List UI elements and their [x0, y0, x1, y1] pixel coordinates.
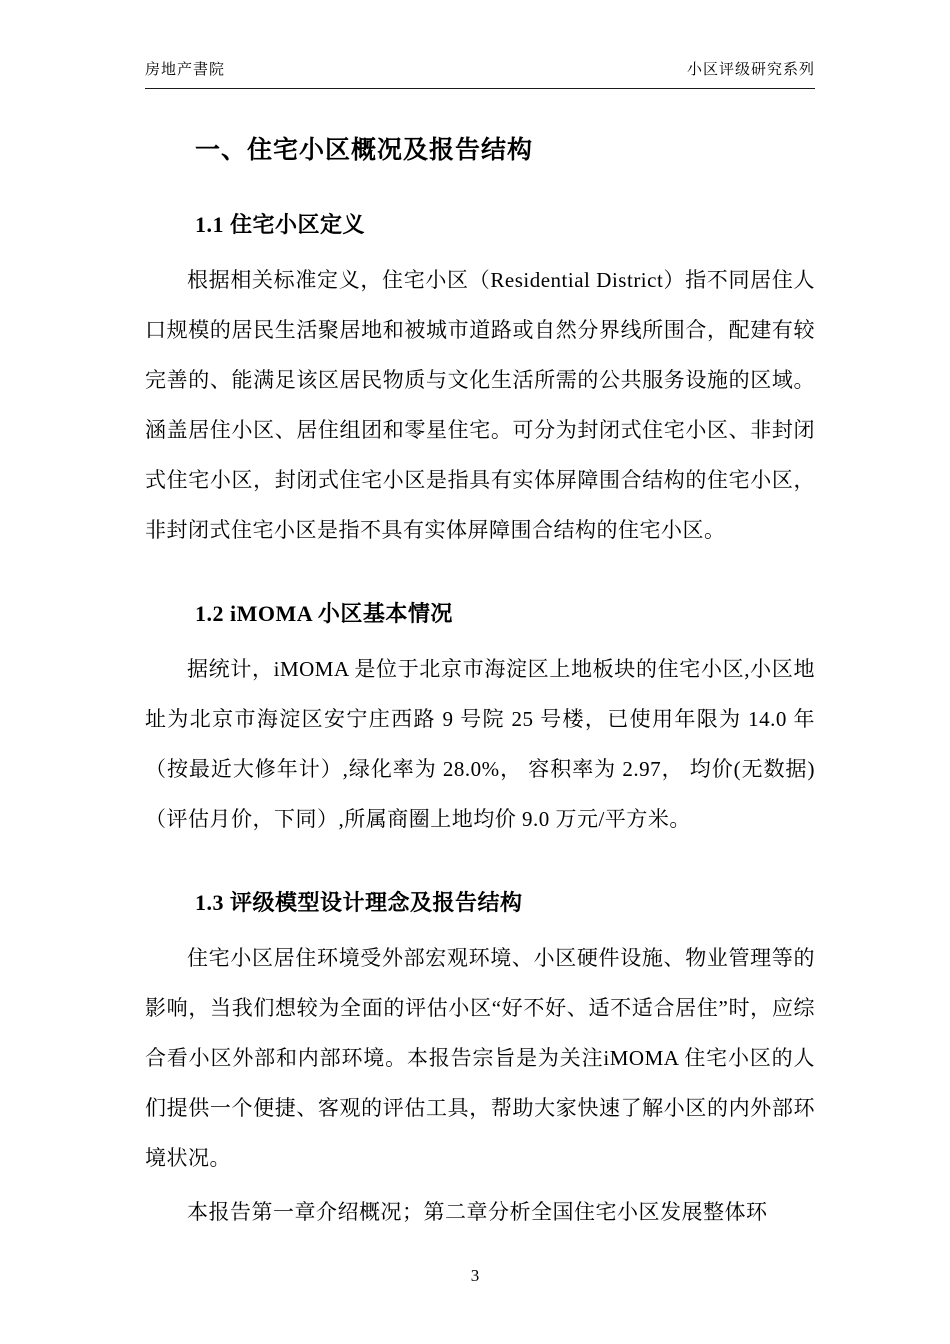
section-heading-1-3: 1.3 评级模型设计理念及报告结构: [195, 890, 523, 915]
header-left-text: 房地产書院: [145, 62, 226, 78]
page-header: [145, 58, 815, 89]
paragraph-1-3-b: 本报告第一章介绍概况；第二章分析全国住宅小区发展整体环: [187, 1200, 768, 1224]
page-number: 3: [470, 1266, 480, 1285]
paragraph-1-2: 据统计，iMOMA 是位于北京市海淀区上地板块的住宅小区,小区地址为北京市海淀区安宁庄西路 9 号院 25 号楼，已使用年限为 14.0 年（按最近大修年计）,绿化率为 28.0%， 容积率为 2.97， 均价(无数据)（评估月价，下同）,所属商圈上地均价 9.0 万元/平方米。: [145, 657, 815, 831]
document-body: [145, 92, 815, 1237]
chapter-title: 一、住宅小区概况及报告结构: [195, 137, 534, 164]
paragraph-1-1: 根据相关标准定义，住宅小区（Residential District）指不同居住人口规模的居民生活聚居地和被城市道路或自然分界线所围合，配建有较完善的、能满足该区居民物质与文化生活所需的公共服务设施的区域。涵盖居住小区、居住组团和零星住宅。可分为封闭式住宅小区、非封闭式住宅小区，封闭式住宅小区是指具有实体屏障围合结构的住宅小区，非封闭式住宅小区是指不具有实体屏障围合结构的住宅小区。: [145, 268, 815, 542]
paragraph-1-3-a: 住宅小区居住环境受外部宏观环境、小区硬件设施、物业管理等的影响，当我们想较为全面的评估小区“好不好、适不适合居住”时，应综合看小区外部和内部环境。本报告宗旨是为关注iMOMA 住宅小区的人们提供一个便捷、客观的评估工具，帮助大家快速了解小区的内外部环境状况。: [145, 946, 815, 1170]
section-heading-1-1: 1.1 住宅小区定义: [195, 212, 366, 237]
section-heading-1-2: 1.2 iMOMA 小区基本情况: [195, 601, 453, 626]
header-right-text: 小区评级研究系列: [686, 62, 815, 78]
